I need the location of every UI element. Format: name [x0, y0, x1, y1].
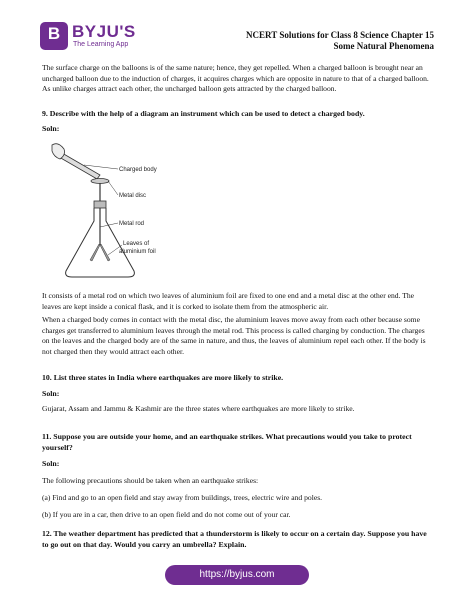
q10-answer: Gujarat, Assam and Jammu & Kashmir are the three states where earthquakes are more likely to strike. — [42, 404, 355, 413]
logo-mark: B — [40, 22, 68, 50]
title-line-1: NCERT Solutions for Class 8 Science Chapter 15 — [246, 30, 434, 40]
label-charged-body: Charged body — [119, 167, 157, 173]
footer-url-link[interactable]: https://byjus.com — [165, 565, 309, 585]
hand-shape — [52, 144, 65, 159]
intro-paragraph: The surface charge on the balloons is of the same nature; hence, they get repelled. When a charged balloon is brought near an uncharged balloon due to the induction of charges, it acquires charges which are opposite in nature to that of a charged balloon. As unlike charges attract each other, the uncharged balloon gets attracted by the charged balloon. — [42, 63, 429, 93]
q11-point-b: (b) If you are in a car, then drive to an open field and do not come out of your car. — [42, 510, 291, 519]
metal-disc-shape — [91, 179, 109, 184]
foil-leaf-left — [90, 244, 100, 261]
q9-paragraph-2: When a charged body comes in contact with the metal disc, the aluminium leaves move away from each other because some charges get transferred to aluminium leaves through the metal rod. This process is called charging by conduction. The charges on the leaves and the charged body are of the same in nature, and thus, the leaves of aluminium repel each other. If the body is not charged then they would attract each other. — [42, 315, 426, 356]
brand-name: BYJU'S — [72, 22, 136, 41]
q11-point-a: (a) Find and go to an open field and stay away from buildings, trees, electric wire and poles. — [42, 493, 323, 502]
foil-leaf-right — [100, 244, 110, 261]
electroscope-diagram — [42, 137, 182, 285]
title-line-2: Some Natural Phenomena — [333, 41, 434, 51]
q9-paragraph-1: It consists of a metal rod on which two leaves of aluminium foil are fixed to one end and a metal disc at the other end. The leaves are kept inside a conical flask, and it is corked to isolate them from the atmospheric air. — [42, 291, 415, 311]
label-leaves-2: aluminium foil — [119, 249, 156, 255]
question-11: 11. Suppose you are outside your home, and an earthquake strikes. What precautions would you take to protect yourself? — [42, 432, 412, 452]
document-title — [246, 30, 434, 52]
brand-tagline: The Learning App — [73, 41, 129, 48]
byjus-logo — [40, 22, 140, 50]
question-9: 9. Describe with the help of a diagram an instrument which can be used to detect a charged body. — [42, 109, 365, 118]
q11-intro: The following precautions should be taken when an earthquake strikes: — [42, 476, 259, 485]
cork-shape — [94, 201, 106, 208]
label-leaves-1: Leaves of — [123, 241, 150, 247]
label-metal-rod: Metal rod — [119, 221, 145, 227]
soln-label-11: Soln: — [42, 459, 60, 468]
soln-label-10: Soln: — [42, 389, 60, 398]
question-10: 10. List three states in India where earthquakes are more likely to strike. — [42, 373, 284, 382]
question-12: 12. The weather department has predicted that a thunderstorm is likely to occur on a certain day. Suppose you have to go out on that day. Would you carry an umbrella? Explain. — [42, 529, 427, 549]
soln-label-9: Soln: — [42, 124, 60, 133]
leader-metal-disc — [108, 181, 118, 195]
label-metal-disc: Metal disc — [119, 193, 147, 199]
